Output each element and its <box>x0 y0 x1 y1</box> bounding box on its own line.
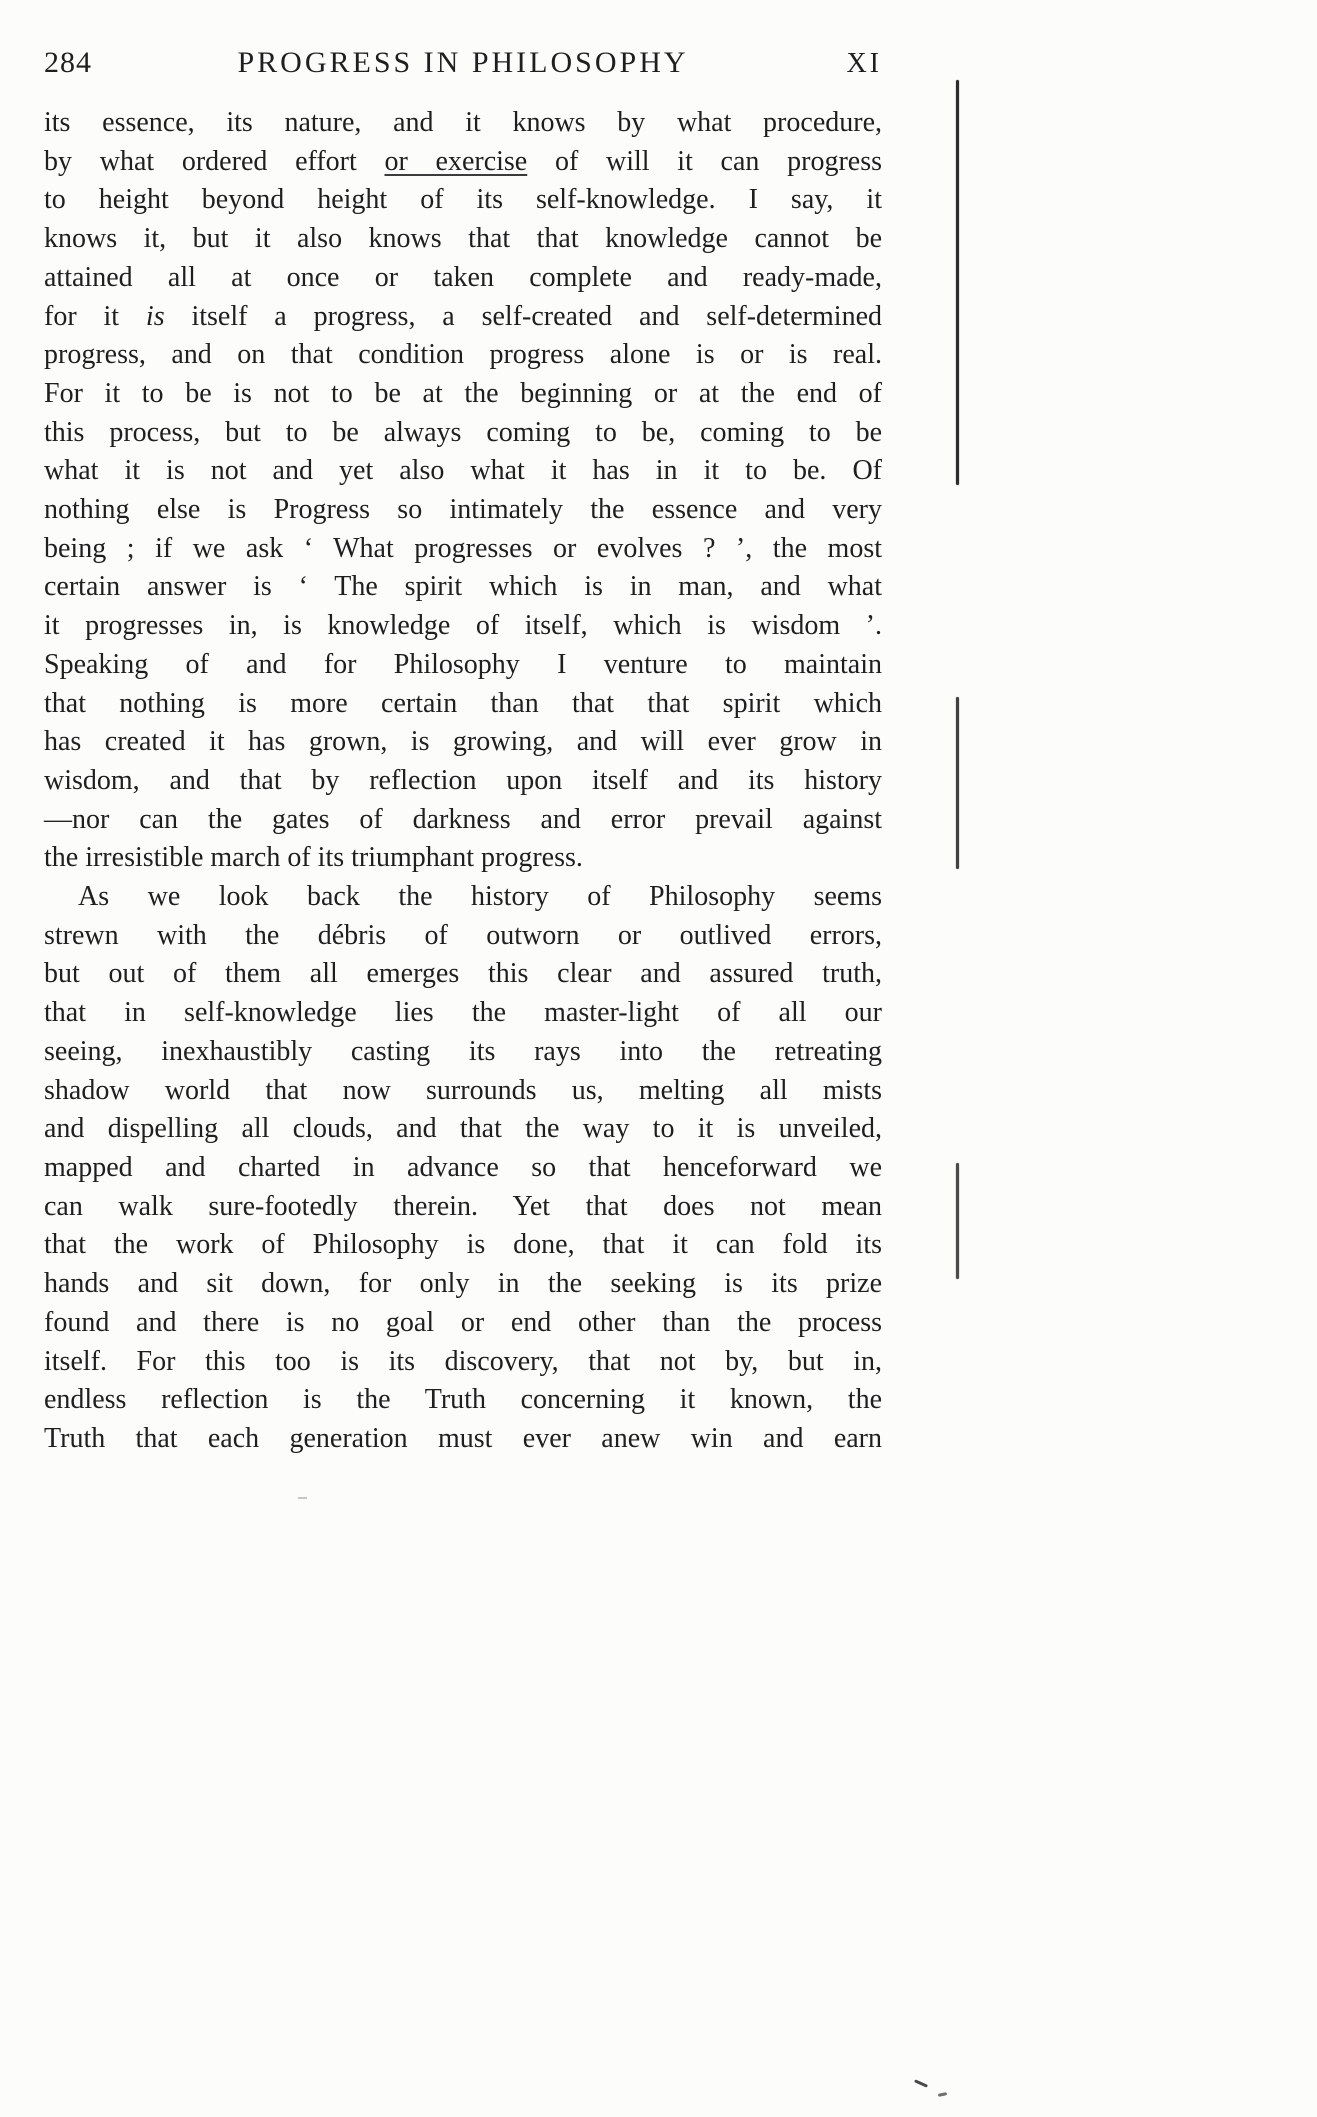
text-line-p2-l13 <box>44 1343 882 1382</box>
text-line-p1-l20 <box>44 839 882 878</box>
page-header <box>44 46 882 88</box>
text-line-p1-l12 <box>44 530 882 569</box>
body-text <box>44 104 882 1459</box>
text-line-p1-l13 <box>44 568 882 607</box>
text-segment: endless reflection is the Truth concerning it known, the <box>44 1384 882 1416</box>
text-segment: by what ordered effort <box>44 145 385 177</box>
text-segment: being ; if we ask ‘ What progresses or evolves ? ’, the most <box>44 532 882 564</box>
chapter-numeral: XI <box>846 48 882 79</box>
text-segment: found and there is no goal or end other than the process <box>44 1306 882 1338</box>
page-number: 284 <box>44 46 92 79</box>
text-line-p1-l3 <box>44 181 882 220</box>
text-segment: that in self-knowledge lies the master-light of all our <box>44 997 882 1029</box>
text-line-p1-l7 <box>44 336 882 375</box>
text-line-p1-l19 <box>44 801 882 840</box>
scan-edge-line <box>956 697 959 869</box>
scan-edge-line <box>956 80 959 485</box>
text-segment: knows it, but it also knows that that knowledge cannot be <box>44 223 882 255</box>
text-line-p2-l12 <box>44 1304 882 1343</box>
text-line-p2-l1 <box>44 878 882 917</box>
text-line-p1-l9 <box>44 414 882 453</box>
scan-edge-line <box>956 1163 959 1279</box>
text-segment: that nothing is more certain than that that spirit which <box>44 687 882 719</box>
text-line-p2-l8 <box>44 1149 882 1188</box>
text-line-p1-l5 <box>44 259 882 298</box>
text-line-p1-l17 <box>44 723 882 762</box>
running-title: PROGRESS IN PHILOSOPHY <box>237 46 689 79</box>
text-line-p2-l15 <box>44 1420 882 1459</box>
text-line-p1-l2 <box>44 143 882 182</box>
text-segment: is <box>145 300 165 332</box>
text-segment: can walk sure-footedly therein. Yet that does not mean <box>44 1190 882 1222</box>
text-line-p1-l8 <box>44 375 882 414</box>
text-segment: Speaking of and for Philosophy I venture to maintain <box>44 648 882 680</box>
text-line-p2-l3 <box>44 955 882 994</box>
text-line-p2-l6 <box>44 1072 882 1111</box>
scan-speck <box>298 1497 307 1499</box>
text-segment: of will it can progress <box>527 145 883 177</box>
scan-ink-mark <box>914 2079 928 2087</box>
text-segment: seeing, inexhaustibly casting its rays into the retreating <box>44 1035 882 1067</box>
text-line-p1-l16 <box>44 685 882 724</box>
text-segment: hands and sit down, for only in the seeking is its prize <box>44 1268 882 1300</box>
text-line-p2-l2 <box>44 917 882 956</box>
scan-ink-mark <box>938 2092 947 2097</box>
text-segment: it progresses in, is knowledge of itself, which is wisdom ’. <box>44 610 882 642</box>
text-segment: its essence, its nature, and it knows by what procedure, <box>44 107 882 138</box>
text-line-p1-l4 <box>44 220 882 259</box>
text-segment: wisdom, and that by reflection upon itself and its history <box>44 764 882 796</box>
text-segment: the irresistible march of its triumphant progress. <box>44 842 583 874</box>
text-column <box>44 46 882 1459</box>
text-line-p2-l10 <box>44 1226 882 1265</box>
text-segment: itself a progress, a self-created and self-determined <box>164 300 882 332</box>
text-segment: progress, and on that condition progress alone is or is real. <box>44 339 882 371</box>
text-line-p2-l4 <box>44 994 882 1033</box>
text-segment: For it to be is not to be at the beginning or at the end of <box>44 377 882 409</box>
text-segment: —nor can the gates of darkness and error prevail against <box>44 803 882 835</box>
text-line-p1-l15 <box>44 646 882 685</box>
text-segment: has created it has grown, is growing, and will ever grow in <box>44 726 882 758</box>
text-line-p2-l5 <box>44 1033 882 1072</box>
text-line-p2-l14 <box>44 1381 882 1420</box>
text-line-p1-l11 <box>44 491 882 530</box>
text-segment: Truth that each generation must ever anew win and earn <box>44 1422 882 1454</box>
text-segment: and dispelling all clouds, and that the way to it is unveiled, <box>44 1113 882 1145</box>
text-line-p1-l1 <box>44 104 882 143</box>
text-line-p2-l7 <box>44 1110 882 1149</box>
text-line-p1-l6 <box>44 298 882 337</box>
text-segment: nothing else is Progress so intimately the essence and very <box>44 494 882 526</box>
text-segment: or exercise <box>384 145 528 177</box>
text-segment: attained all at once or taken complete and ready-made, <box>44 261 882 293</box>
text-line-p1-l10 <box>44 452 882 491</box>
text-segment: strewn with the débris of outworn or outlived errors, <box>44 919 882 951</box>
text-segment: that the work of Philosophy is done, that it can fold its <box>44 1229 882 1261</box>
text-line-p1-l18 <box>44 762 882 801</box>
text-segment: but out of them all emerges this clear and assured truth, <box>44 958 882 990</box>
text-segment: to height beyond height of its self-knowledge. I say, it <box>44 184 882 216</box>
text-line-p2-l11 <box>44 1265 882 1304</box>
text-segment: itself. For this too is its discovery, that not by, but in, <box>44 1345 882 1377</box>
text-segment: certain answer is ‘ The spirit which is in man, and what <box>44 571 882 603</box>
text-line-p1-l14 <box>44 607 882 646</box>
text-segment: this process, but to be always coming to be, coming to be <box>44 416 882 448</box>
text-segment: As we look back the history of Philosophy seems <box>78 881 882 913</box>
text-segment: what it is not and yet also what it has in it to be. Of <box>44 455 882 487</box>
text-segment: for it <box>44 300 146 332</box>
text-segment: mapped and charted in advance so that henceforward we <box>44 1151 882 1183</box>
text-segment: shadow world that now surrounds us, melting all mists <box>44 1074 882 1106</box>
text-line-p2-l9 <box>44 1188 882 1227</box>
